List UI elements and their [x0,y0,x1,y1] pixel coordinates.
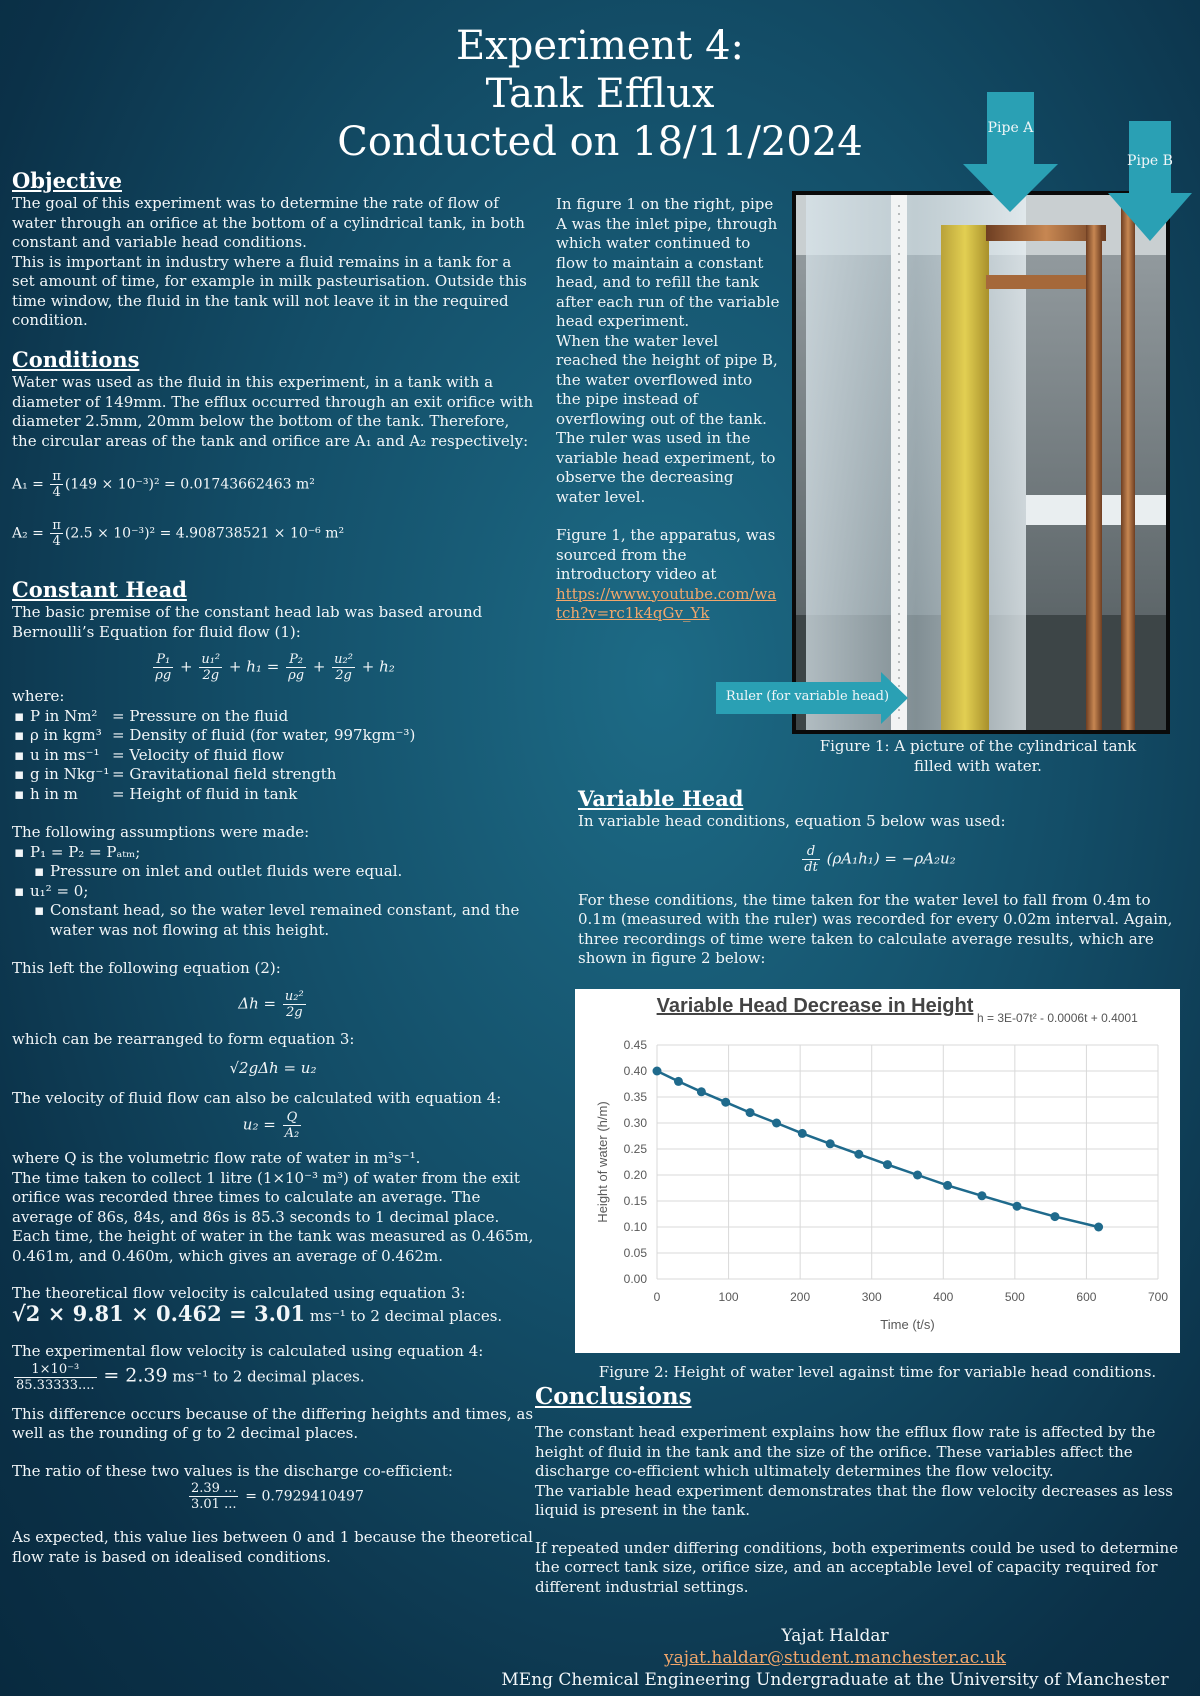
tank-photo [792,191,1170,734]
variable-item: ▪ ρ in kgm³ = Density of fluid (for water, 997kgm⁻³) [12,726,534,746]
figure-1-p3: Figure 1, the apparatus, was sourced from the introductory video at [556,526,776,583]
x-tick-label: 500 [1004,1290,1025,1304]
trendline-equation: h = 3E-07t² - 0.0006t + 0.4001 [977,1011,1138,1025]
conclusions-p1: The constant head experiment explains how the efflux flow rate is affected by the height of fluid in the tank and the size of the orifice. These variables affect the discharge co-efficient which ultimately determines the flow velocity. [535,1423,1156,1480]
y-tick-label: 0.30 [623,1116,647,1130]
author-name: Yajat Haldar [781,1626,889,1646]
data-point [977,1191,986,1200]
variable-item: ▪ h in m = Height of fluid in tank [12,785,534,805]
assumption-2: ▪ u₁² = 0; [12,882,534,902]
author-email-link[interactable]: yajat.haldar@student.manchester.ac.uk [663,1648,1006,1668]
source-video-link[interactable]: https://www.youtube.com/watch?v=rc1k4qGv_Yk [556,584,777,622]
figure-1-description [556,195,781,624]
x-tick-label: 400 [933,1290,954,1304]
pipe-a-label: Pipe A [987,120,1034,136]
variable-item: ▪ P in Nm² = Pressure on the fluid [12,707,534,727]
timing-paragraph: The time taken to collect 1 litre (1×10⁻³ m³) of water from the exit orifice was recorded three times to calculate an average. The average of 86s, 84s, and 86s is 85.3 seconds to 1 decimal place. Each time, the height of water in the tank was measured as 0.465m, 0.461m, and 0.460m, which gives an average of 0.462m. [12,1168,534,1265]
y-tick-label: 0.25 [623,1142,647,1156]
y-tick-label: 0.35 [623,1090,647,1104]
conditions-heading: Conditions [12,347,140,372]
objective-p1: The goal of this experiment was to determine the rate of flow of water through an orifice at the bottom of a cylindrical tank, in both constant and variable head conditions. [12,194,525,251]
equation-5: $\frac{d}{dt}$ (ρA₁h₁) = −ρA₂u₂ [804,843,956,875]
where-label: where: [12,687,65,705]
y-tick-label: 0.00 [623,1272,647,1286]
variable-item: ▪ g in Nkg⁻¹ = Gravitational field strength [12,765,534,785]
poster-title [300,22,900,166]
title-line-2: Tank Efflux [485,71,715,117]
data-point [943,1181,952,1190]
assumption-1-detail: ▪ Pressure on inlet and outlet fluids were equal. [12,862,534,882]
equation-4-intro: The velocity of fluid flow can also be calculated with equation 4: [12,1088,502,1107]
conditions-section [12,347,534,549]
assumption-2-detail: ▪ Constant head, so the water level remained constant, and the water was not flowing at this height. [12,901,534,940]
data-point [653,1067,662,1076]
x-tick-label: 200 [790,1290,811,1304]
data-point [1094,1223,1103,1232]
equation-3-intro: which can be rearranged to form equation 3: [12,1029,355,1048]
conditions-p1: Water was used as the fluid in this experiment, in a tank with a diameter of 149mm. The efflux occurred through an exit orifice with diameter 2.5mm, 20mm below the bottom of the tank. Therefore, the circular areas of the tank and orifice are A₁ and A₂ respectively: [12,373,534,450]
title-line-1: Experiment 4: [455,23,745,69]
x-tick-label: 100 [718,1290,739,1304]
data-point [798,1129,807,1138]
data-point [697,1087,706,1096]
x-tick-label: 600 [1076,1290,1097,1304]
data-point [826,1139,835,1148]
figure-1-caption: Figure 1: A picture of the cylindrical tank filled with water. [819,737,1137,775]
variable-item: ▪ u in ms⁻¹ = Velocity of fluid flow [12,746,534,766]
author-block [490,1625,1180,1691]
constant-head-heading: Constant Head [12,577,187,602]
conclusions-section [535,1383,1180,1597]
equation-4: u₂ = $\frac{Q}{\text{A₂}}$ [242,1110,300,1141]
variable-head-p1: In variable head conditions, equation 5 below was used: [578,812,1006,830]
variable-head-p2: For these conditions, the time taken for the water level to fall from 0.4m to 0.1m (measured with the ruler) was recorded for every 0.02m interval. Again, three recordings of time were taken to calculate average results, which are shown in figure 2 below: [578,890,1173,967]
figure-2-caption: Figure 2: Height of water level against time for variable head conditions. [598,1363,1157,1381]
chart-title: Variable Head Decrease in Height [656,995,974,1017]
constant-head-section [12,577,534,1567]
variable-list [12,707,534,805]
tank-photo-illustration [796,195,1166,730]
title-line-3: Conducted on 18/11/2024 [337,119,863,165]
expected-paragraph: As expected, this value lies between 0 and 1 because the theoretical flow rate is based on idealised conditions. [12,1528,533,1566]
ratio-intro: The ratio of these two values is the discharge co-efficient: [12,1461,453,1480]
y-tick-label: 0.20 [623,1168,647,1182]
y-tick-label: 0.15 [623,1194,647,1208]
x-tick-label: 700 [1147,1290,1169,1304]
experimental-intro: The experimental flow velocity is calculated using equation 4: [12,1342,484,1360]
objective-heading: Objective [12,168,122,193]
data-point [721,1098,730,1107]
conclusions-heading: Conclusions [535,1383,692,1410]
x-axis-label: Time (t/s) [880,1317,935,1332]
variable-head-heading: Variable Head [578,786,744,811]
ruler-arrow-icon [716,672,908,724]
data-point [674,1077,683,1086]
data-point [854,1150,863,1159]
y-tick-label: 0.05 [623,1246,647,1260]
theoretical-intro: The theoretical flow velocity is calculated using equation 3: [12,1284,466,1302]
data-point [772,1119,781,1128]
x-tick-label: 0 [653,1290,661,1304]
equation-a2: A₂ = $\frac{\pi}{4}$ (2.5 × 10⁻³)² = 4.908738521 × 10⁻⁶ m² [12,518,345,549]
equation-2-intro: This left the following equation (2): [12,959,281,977]
y-tick-label: 0.10 [623,1220,647,1234]
y-tick-label: 0.45 [623,1038,647,1052]
chart-plot [575,989,1180,1353]
objective-p2: This is important in industry where a fluid remains in a tank for a set amount of time, for example in milk pasteurisation. Outside this time window, the fluid in the tank will not leave it in the required condition. [12,252,527,329]
pipe-a-arrow-icon [963,92,1058,212]
pipe-b-label: Pipe B [1127,153,1173,169]
objective-section [12,168,534,331]
y-tick-label: 0.40 [623,1064,647,1078]
flow-rate-definition: where Q is the volumetric flow rate of water in m³s⁻¹. [12,1149,421,1167]
ruler-label: Ruler (for variable head) [725,689,890,704]
author-role: MEng Chemical Engineering Undergraduate at the University of Manchester [501,1670,1169,1690]
figure-1-p2: When the water level reached the height of pipe B, the water overflowed into the pipe instead of overflowing out of the tank. The ruler was used in the variable head experiment, to observe the decreasing water level. [556,331,778,506]
conclusions-p2: The variable head experiment demonstrates that the flow velocity decreases as less liquid is present in the tank. [535,1481,1173,1519]
constant-head-p1: The basic premise of the constant head lab was based around Bernoulli’s Equation for fluid flow (1): [12,603,483,641]
equation-3: √2gΔh = u₂ [229,1059,317,1077]
theoretical-calculation: √2 × 9.81 × 0.462 = 3.01 ms⁻¹ to 2 decimal places. [12,1300,503,1326]
equation-a1: A₁ = $\frac{\pi}{4}$ (149 × 10⁻³)² = 0.01743662463 m² [12,469,315,500]
assumptions-intro: The following assumptions were made: [12,823,310,841]
difference-paragraph: This difference occurs because of the differing heights and times, as well as the rounding of g to 2 decimal places. [12,1404,534,1442]
figure-1-p1: In figure 1 on the right, pipe A was the inlet pipe, through which water continued to flow to maintain a constant head, and to refill the tank after each run of the variable head experiment. [556,195,780,330]
assumptions-list [12,843,534,941]
equation-2: Δh = $\frac{\text{u₂²}}{2g}$ [238,988,304,1020]
equation-1-bernoulli: $\frac{\text{P₁}}{\rho g}$ + $\frac{\text{u₁²}}{2g}$ + h₁ = $\frac{\text{P₂}}{\rho g}$ + $\frac{\text{u₂²}}{2g}$ + h₂ [155,652,395,683]
data-point [913,1171,922,1180]
data-point [746,1108,755,1117]
pipe-b-arrow-icon [1108,121,1192,241]
variable-head-section [578,786,1178,969]
y-axis-label: Height of water (h/m) [595,1101,610,1223]
figure-2-chart [575,989,1180,1353]
x-tick-label: 300 [861,1290,882,1304]
experimental-calculation: $\frac{\text{1×10⁻³}}{85.33333....}$ = 2.39 ms⁻¹ to 2 decimal places. [16,1361,365,1393]
conclusions-p3: If repeated under differing conditions, both experiments could be used to determine the correct tank size, orifice size, and an acceptable level of capacity required for different industrial settings. [535,1538,1179,1596]
ratio-calculation: $\frac{2.39 ...}{3.01 ...}$ = 0.7929410497 [191,1481,364,1512]
data-point [1050,1212,1059,1221]
data-point [1013,1202,1022,1211]
assumption-1: ▪ P₁ = P₂ = Pₐₜₘ; [12,843,534,863]
data-point [883,1160,892,1169]
